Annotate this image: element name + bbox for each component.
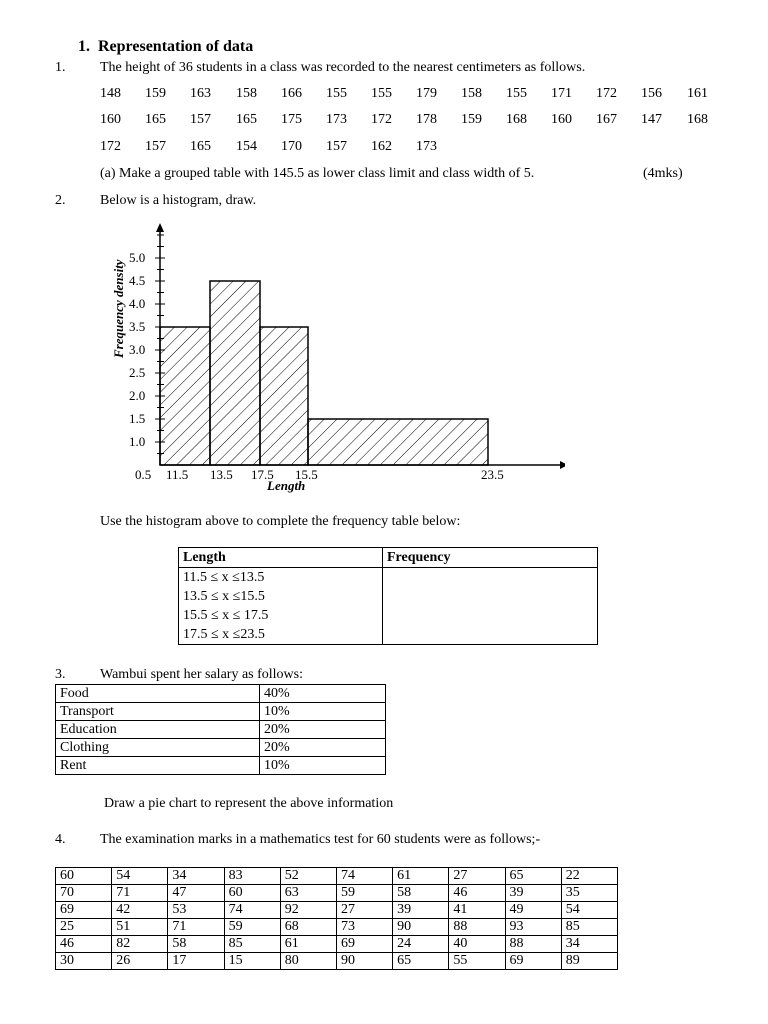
expense-category-cell: Rent (56, 757, 260, 775)
mark-cell: 60 (56, 868, 112, 885)
mark-cell: 61 (280, 936, 336, 953)
height-value: 165 (236, 112, 257, 127)
mark-cell: 70 (56, 885, 112, 902)
q1-marks: (4mks) (643, 166, 683, 181)
table-row (56, 685, 386, 703)
y-tick-label: 3.0 (129, 342, 146, 357)
x-tick-label: 23.5 (481, 467, 504, 482)
mark-cell: 34 (168, 868, 224, 885)
height-value: 168 (687, 112, 708, 127)
length-interval-cell: 17.5 ≤ x ≤23.5 (179, 625, 383, 645)
table-row (56, 868, 618, 885)
height-value: 158 (461, 86, 482, 101)
height-value: 161 (687, 86, 708, 101)
mark-cell: 59 (224, 919, 280, 936)
height-value: 155 (506, 86, 527, 101)
q3-instruction: Draw a pie chart to represent the above information (104, 796, 394, 811)
mark-cell: 51 (112, 919, 168, 936)
expense-category-cell: Food (56, 685, 260, 703)
frequency-cell[interactable] (383, 606, 598, 625)
section-heading-number: 1. (78, 38, 90, 55)
expense-percent-cell: 40% (260, 685, 386, 703)
table-row (56, 703, 386, 721)
q1-text: The height of 36 students in a class was recorded to the nearest centimeters as follows. (100, 60, 586, 75)
height-value: 157 (145, 139, 166, 154)
mark-cell: 35 (561, 885, 617, 902)
mark-cell: 52 (280, 868, 336, 885)
height-value: 162 (371, 139, 392, 154)
height-value: 147 (641, 112, 662, 127)
height-value: 154 (236, 139, 257, 154)
table-row (56, 919, 618, 936)
histogram-x-axis-label: Length (267, 478, 306, 493)
q2-text: Below is a histogram, draw. (100, 193, 257, 208)
mark-cell: 92 (280, 902, 336, 919)
expense-category-cell: Clothing (56, 739, 260, 757)
mark-cell: 58 (393, 885, 449, 902)
exam-marks-table (55, 867, 618, 970)
histogram-bar (210, 281, 260, 465)
mark-cell: 53 (168, 902, 224, 919)
table-row (179, 587, 598, 606)
height-value: 158 (236, 86, 257, 101)
mark-cell: 26 (112, 953, 168, 970)
frequency-cell[interactable] (383, 568, 598, 588)
expense-category-cell: Education (56, 721, 260, 739)
expense-percent-cell: 10% (260, 703, 386, 721)
mark-cell: 89 (561, 953, 617, 970)
histogram-bar (260, 327, 308, 465)
mark-cell: 49 (505, 902, 561, 919)
q1-number: 1. (55, 60, 66, 75)
expense-percent-cell: 10% (260, 757, 386, 775)
mark-cell: 63 (280, 885, 336, 902)
mark-cell: 27 (336, 902, 392, 919)
mark-cell: 93 (505, 919, 561, 936)
mark-cell: 85 (561, 919, 617, 936)
x-axis-arrow-icon (560, 461, 565, 469)
y-tick-label: 1.0 (129, 434, 146, 449)
mark-cell: 65 (505, 868, 561, 885)
section-heading (78, 38, 253, 56)
mark-cell: 69 (336, 936, 392, 953)
mark-cell: 74 (224, 902, 280, 919)
height-value: 175 (281, 112, 302, 127)
height-value: 157 (326, 139, 347, 154)
height-value: 165 (190, 139, 211, 154)
q2-number: 2. (55, 193, 66, 208)
height-value: 160 (100, 112, 121, 127)
mark-cell: 88 (449, 919, 505, 936)
length-interval-cell: 13.5 ≤ x ≤15.5 (179, 587, 383, 606)
mark-cell: 46 (56, 936, 112, 953)
x-tick-label: 17.5 (251, 467, 274, 482)
mark-cell: 59 (336, 885, 392, 902)
mark-cell: 90 (393, 919, 449, 936)
mark-cell: 65 (393, 953, 449, 970)
q1-part-a: (a) Make a grouped table with 145.5 as lower class limit and class width of 5. (100, 166, 535, 181)
height-value: 173 (416, 139, 437, 154)
mark-cell: 69 (56, 902, 112, 919)
mark-cell: 58 (168, 936, 224, 953)
mark-cell: 71 (168, 919, 224, 936)
height-value: 156 (641, 86, 662, 101)
mark-cell: 60 (224, 885, 280, 902)
section-heading-title: Representation of data (98, 38, 254, 55)
y-tick-label: 4.5 (129, 273, 146, 288)
length-interval-cell: 15.5 ≤ x ≤ 17.5 (179, 606, 383, 625)
mark-cell: 54 (112, 868, 168, 885)
mark-cell: 39 (393, 902, 449, 919)
table-row (56, 902, 618, 919)
mark-cell: 39 (505, 885, 561, 902)
height-value: 155 (326, 86, 347, 101)
y-tick-label: 2.0 (129, 388, 146, 403)
histogram-bar (160, 327, 210, 465)
x-tick-label: 15.5 (295, 467, 318, 482)
height-value: 179 (416, 86, 437, 101)
mark-cell: 85 (224, 936, 280, 953)
table-row (56, 953, 618, 970)
frequency-table-header-frequency: Frequency (383, 548, 598, 568)
height-value: 163 (190, 86, 211, 101)
expense-category-cell: Transport (56, 703, 260, 721)
y-tick-label: 1.5 (129, 411, 146, 426)
mark-cell: 47 (168, 885, 224, 902)
mark-cell: 34 (561, 936, 617, 953)
height-value: 157 (190, 112, 211, 127)
mark-cell: 54 (561, 902, 617, 919)
height-value: 172 (100, 139, 121, 154)
mark-cell: 73 (336, 919, 392, 936)
table-row (179, 568, 598, 588)
mark-cell: 27 (449, 868, 505, 885)
q2-instruction: Use the histogram above to complete the frequency table below: (100, 514, 461, 529)
frequency-table-header-length: Length (179, 548, 383, 568)
mark-cell: 46 (449, 885, 505, 902)
x-tick-label: 11.5 (166, 467, 189, 482)
mark-cell: 17 (168, 953, 224, 970)
height-value: 159 (461, 112, 482, 127)
height-value: 171 (551, 86, 572, 101)
q3-text: Wambui spent her salary as follows: (100, 667, 303, 682)
table-row (56, 721, 386, 739)
y-tick-label: 3.5 (129, 319, 146, 334)
histogram-bar (308, 419, 488, 465)
length-interval-cell: 11.5 ≤ x ≤13.5 (179, 568, 383, 588)
x-tick-label: 13.5 (210, 467, 233, 482)
mark-cell: 74 (336, 868, 392, 885)
table-row (56, 885, 618, 902)
table-row (179, 625, 598, 645)
table-row (179, 606, 598, 625)
height-value: 170 (281, 139, 302, 154)
y-tick-label: 2.5 (129, 365, 146, 380)
mark-cell: 25 (56, 919, 112, 936)
mark-cell: 40 (449, 936, 505, 953)
height-value: 172 (596, 86, 617, 101)
table-row (56, 739, 386, 757)
mark-cell: 80 (280, 953, 336, 970)
height-value: 172 (371, 112, 392, 127)
mark-cell: 15 (224, 953, 280, 970)
frequency-table (178, 547, 598, 645)
mark-cell: 42 (112, 902, 168, 919)
q4-number: 4. (55, 832, 66, 847)
y-tick-label: 5.0 (129, 250, 146, 265)
mark-cell: 90 (336, 953, 392, 970)
height-value: 165 (145, 112, 166, 127)
table-row (56, 936, 618, 953)
table-row (56, 757, 386, 775)
mark-cell: 22 (561, 868, 617, 885)
mark-cell: 83 (224, 868, 280, 885)
histogram-y-axis-label: Frequency density (111, 259, 126, 358)
height-value: 166 (281, 86, 302, 101)
y-axis-arrow-icon (156, 223, 164, 232)
histogram-chart (105, 218, 565, 498)
mark-cell: 69 (505, 953, 561, 970)
height-value: 155 (371, 86, 392, 101)
salary-table (55, 684, 386, 775)
height-value: 178 (416, 112, 437, 127)
height-value: 173 (326, 112, 347, 127)
mark-cell: 55 (449, 953, 505, 970)
q3-number: 3. (55, 667, 66, 682)
expense-percent-cell: 20% (260, 739, 386, 757)
expense-percent-cell: 20% (260, 721, 386, 739)
mark-cell: 61 (393, 868, 449, 885)
mark-cell: 30 (56, 953, 112, 970)
height-value: 159 (145, 86, 166, 101)
y-tick-label: 4.0 (129, 296, 146, 311)
frequency-cell[interactable] (383, 625, 598, 645)
height-value: 160 (551, 112, 572, 127)
mark-cell: 68 (280, 919, 336, 936)
frequency-cell[interactable] (383, 587, 598, 606)
mark-cell: 71 (112, 885, 168, 902)
mark-cell: 41 (449, 902, 505, 919)
q4-text: The examination marks in a mathematics test for 60 students were as follows;- (100, 832, 541, 847)
height-value: 168 (506, 112, 527, 127)
y-tick-label: 0.5 (135, 467, 152, 482)
mark-cell: 82 (112, 936, 168, 953)
mark-cell: 88 (505, 936, 561, 953)
height-value: 148 (100, 86, 121, 101)
mark-cell: 24 (393, 936, 449, 953)
height-value: 167 (596, 112, 617, 127)
